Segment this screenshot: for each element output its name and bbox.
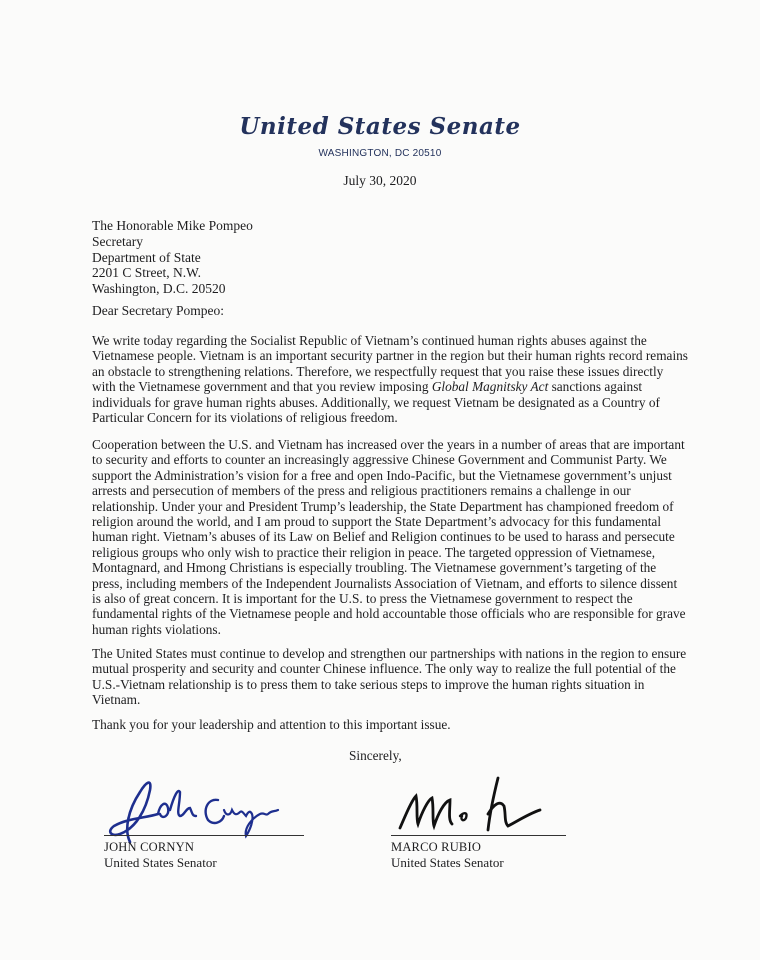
paragraph-line: fundamental rights of the Vietnamese people and hold accountable those officials who are responsible for grave (92, 606, 686, 622)
paragraph-line: an obstacle to strengthening relations. Therefore, we respectfully request that you raise these issues directly (92, 363, 664, 379)
act-name: Global Magnitsky Act (431, 379, 549, 395)
letterhead-address: WASHINGTON, DC 20510 (318, 148, 442, 159)
paragraph-line: individuals for grave human rights abuses. Additionally, we request Vietnam be designated as a Country of (92, 394, 660, 410)
recipient-line: Washington, D.C. 20520 (92, 281, 226, 297)
cornyn-signature-line (104, 835, 304, 836)
paragraph-line: Montagnard, and Hmong Christians is especially troubling. The Vietnamese government’s targeting of the (92, 560, 657, 576)
closing: Sincerely, (349, 748, 402, 763)
recipient-line: Department of State (92, 249, 201, 265)
letterhead-title: United States Senate (239, 113, 521, 140)
paragraph-2 (92, 437, 686, 637)
paragraph-line: Particular Concern for its violations of religious freedom. (92, 410, 398, 426)
paragraph-line: religious groups who only wish to practice their religion in peace. The targeted oppression of Vietnamese, (92, 544, 656, 560)
paragraph-line: Vietnamese people. Vietnam is an important security partner in the region but their human rights record remains (92, 348, 688, 364)
paragraph-line: U.S.-Vietnam relationship is to press them to take serious steps to improve the human rights situation in (92, 676, 645, 692)
paragraph-line: The United States must continue to develop and strengthen our partnerships with nations in the region to ensure (92, 646, 687, 661)
cornyn-title: United States Senator (104, 855, 217, 870)
rubio-title: United States Senator (391, 855, 504, 870)
recipient-line: 2201 C Street, N.W. (92, 265, 201, 281)
letter-date: July 30, 2020 (343, 173, 417, 188)
paragraph-line: religion around the world, and I am proud to support the State Department’s advocacy for this fundamental (92, 514, 662, 530)
paragraph-line (92, 379, 672, 394)
paragraph-1 (92, 333, 688, 426)
recipient-line: Secretary (92, 233, 143, 249)
cornyn-name: JOHN CORNYN (104, 840, 195, 854)
paragraph-line: human right. Vietnam’s abuses of its Law on Belief and Religion continues to be used to harass and persecute (92, 529, 675, 545)
paragraph-text: with the Vietnamese government and that you review imposing (92, 379, 432, 395)
rubio-signature-line (391, 835, 566, 836)
paragraph-line: human rights violations. (92, 621, 221, 637)
paragraph-line: mutual prosperity and security and counter Chinese influence. The only way to realize the full potential of the (92, 661, 676, 677)
cornyn-signature (100, 770, 290, 850)
paragraph-text: sanctions against (548, 379, 643, 395)
paragraph-line: press, including members of the Independent Journalists Association of Vietnam, and efforts to silence dissent (92, 575, 678, 591)
paragraph-line: Cooperation between the U.S. and Vietnam has increased over the years in a number of areas that are important (92, 437, 685, 452)
paragraph-line: We write today regarding the Socialist Republic of Vietnam’s continued human rights abuses against the (92, 333, 647, 348)
paragraph-line: Vietnam. (92, 692, 141, 708)
rubio-signature (390, 770, 570, 840)
salutation: Dear Secretary Pompeo: (92, 303, 224, 318)
paragraph-3 (92, 646, 687, 708)
recipient-line: The Honorable Mike Pompeo (92, 218, 253, 233)
paragraph-line: to security and efforts to counter an increasingly aggressive Chinese Government and Communist Party. We (92, 452, 667, 468)
paragraph-line: support the Administration’s vision for a free and open Indo-Pacific, but the Vietnamese government’s unjust (92, 467, 672, 483)
paragraph-line: arrests and persecution of members of the press and religious practitioners remains a challenge in our (92, 483, 631, 499)
paragraph-line: is also of great concern. It is important for the U.S. to press the Vietnamese government to respect the (92, 591, 633, 607)
rubio-name: MARCO RUBIO (391, 840, 482, 854)
paragraph-line: relationship. Under your and President Trump’s leadership, the State Department has championed freedom of (92, 498, 674, 514)
recipient-address (92, 218, 253, 297)
thanks-line: Thank you for your leadership and attention to this important issue. (92, 717, 451, 732)
